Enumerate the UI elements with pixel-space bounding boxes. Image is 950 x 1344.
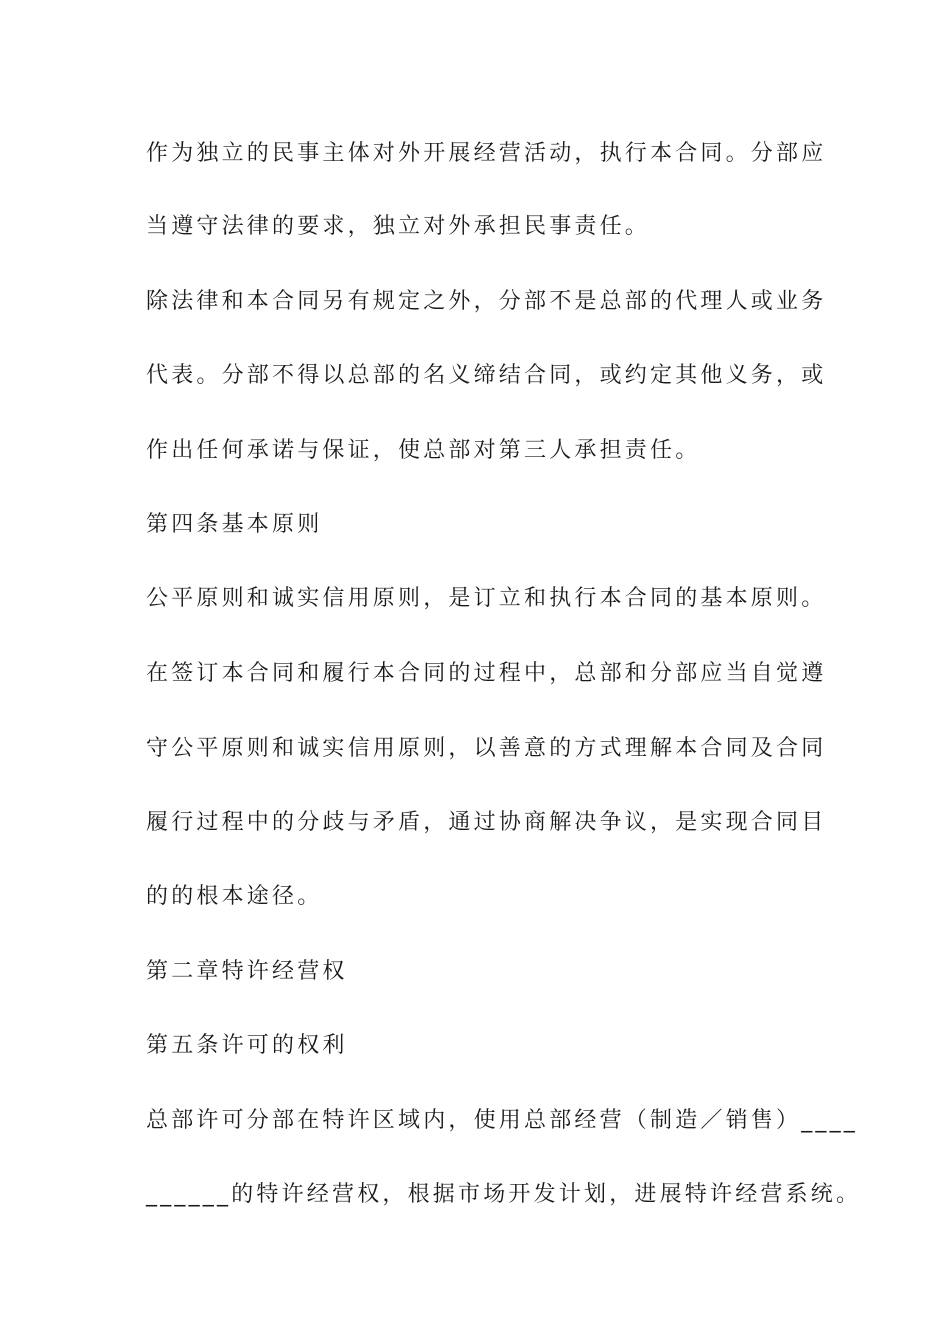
text-line: 除法律和本合同另有规定之外，分部不是总部的代理人或业务 [146,289,827,314]
section-heading: 第五条许可的权利 [146,1033,348,1058]
text-line: 代表。分部不得以总部的名义缔结合同，或约定其他义务，或 [146,363,827,388]
section-heading: 第四条基本原则 [146,512,323,537]
text-line: 总部许可分部在特许区域内，使用总部经营（制造／销售）____ [146,1108,859,1133]
text-line: ______的特许经营权，根据市场开发计划，进展特许经营系统。 [146,1182,862,1207]
text-line: 的的根本途径。 [146,884,323,909]
text-line: 作出任何承诺与保证，使总部对第三人承担责任。 [146,438,701,463]
text-line: 公平原则和诚实信用原则，是订立和执行本合同的基本原则。 [146,586,827,611]
text-line: 当遵守法律的要求，独立对外承担民事责任。 [146,214,651,239]
text-line: 在签订本合同和履行本合同的过程中，总部和分部应当自觉遵 [146,661,827,686]
chapter-heading: 第二章特许经营权 [146,959,348,984]
text-line: 作为独立的民事主体对外开展经营活动，执行本合同。分部应 [146,141,827,166]
text-line: 履行过程中的分歧与矛盾，通过协商解决争议，是实现合同目 [146,810,827,835]
text-line: 守公平原则和诚实信用原则，以善意的方式理解本合同及合同 [146,736,827,761]
